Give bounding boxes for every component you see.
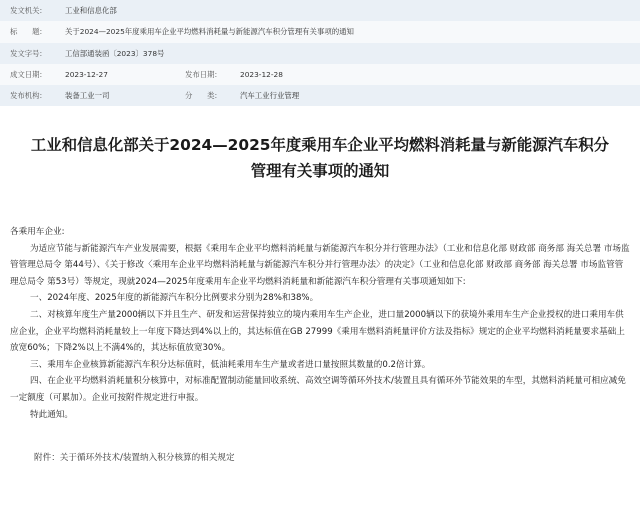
title-line-2: 管理有关事项的通知	[250, 162, 390, 180]
meta-cell-publisher	[0, 90, 175, 101]
meta-row-publisher	[0, 85, 640, 106]
subject-label: 标 题:	[10, 27, 43, 37]
publisher-label: 发布机构:	[10, 91, 43, 101]
paragraph-item-3: 三、乘用车企业核算新能源汽车积分达标值时，低油耗乘用车生产量或者进口量按照其数量的0.2倍计算。	[30, 359, 431, 370]
date-written-value: 2023-12-27	[65, 70, 108, 80]
paragraph-item-1: 一、2024年度、2025年度的新能源汽车积分比例要求分别为28%和38%。	[30, 293, 319, 304]
issuer-label: 发文机关:	[10, 6, 43, 16]
subject-value: 关于2024—2025年度乘用车企业平均燃料消耗量与新能源汽车积分管理有关事项的通知	[65, 27, 354, 37]
meta-row-doc-number	[0, 43, 640, 64]
closing-note: 特此通知。	[30, 409, 73, 420]
document-body	[10, 224, 630, 467]
paragraph-item-4: 四、在企业平均燃料消耗量积分核算中，对标准配置制动能量回收系统、高效空调等循环外技术/装置且具有循环外节能效果的车型，其燃料消耗量可相应减免一定额度（可累加）。企业可按附件规定进行申报。	[10, 376, 626, 403]
document-meta-table	[0, 0, 640, 106]
category-value: 汽车工业行业管理	[240, 91, 300, 101]
publisher-value: 装备工业一司	[65, 91, 110, 101]
doc-number-value: 工信部通装函〔2023〕378号	[65, 48, 165, 58]
page-title	[0, 132, 640, 184]
issuer-value: 工业和信息化部	[65, 6, 117, 16]
attachment-link[interactable]: 附件：关于循环外技术/装置纳入积分核算的相关规定	[34, 453, 235, 464]
meta-cell-doc-number	[0, 48, 630, 59]
meta-row-dates	[0, 64, 640, 85]
meta-cell-date-written	[0, 69, 175, 80]
paragraph-item-2: 二、对核算年度生产量2000辆以下并且生产、研发和运营保持独立的境内乘用车生产企业，进口量2000辆以下的获境外乘用车生产企业授权的进口乘用车供应企业，企业平均燃料消耗量较上一年度下降达到4%以上的，其达标值在GB 27999《乘用车燃料消耗量评价方法及指标》规定的企业平均燃料消耗量要求基础上放宽60%；下降2%以上不满4%的，其达标值放宽30%。	[10, 309, 625, 354]
category-label: 分 类:	[185, 91, 218, 101]
date-written-label: 成文日期:	[10, 70, 43, 80]
title-line-1: 工业和信息化部关于2024—2025年度乘用车企业平均燃料消耗量与新能源汽车积分	[30, 136, 610, 154]
meta-cell-subject	[0, 26, 630, 37]
date-published-value: 2023-12-28	[240, 70, 283, 80]
doc-number-label: 发文字号:	[10, 48, 43, 58]
meta-cell-category	[175, 90, 350, 101]
meta-row-subject	[0, 21, 640, 42]
paragraph-intro: 为适应节能与新能源汽车产业发展需要，根据《乘用车企业平均燃料消耗量与新能源汽车积分并行管理办法》（工业和信息化部 财政部 商务部 海关总署 市场监管管理总局令 第44号）、《关于修改〈乘用车企业平均燃料消耗量与新能源汽车积分并行管理办法〉的决定》（工业和信息化部 财政部 商务部 海关总署 市场监管管理总局令 第53号）等规定，现就2024—2025年度乘用车企业平均燃料消耗量和新能源汽车积分管理有关事项通知如下:	[10, 243, 630, 287]
meta-cell-issuer	[0, 5, 630, 16]
date-published-label: 发布日期:	[185, 70, 218, 80]
meta-row-issuer	[0, 0, 640, 21]
meta-cell-date-published	[175, 69, 350, 80]
salutation: 各乘用车企业:	[10, 227, 65, 237]
